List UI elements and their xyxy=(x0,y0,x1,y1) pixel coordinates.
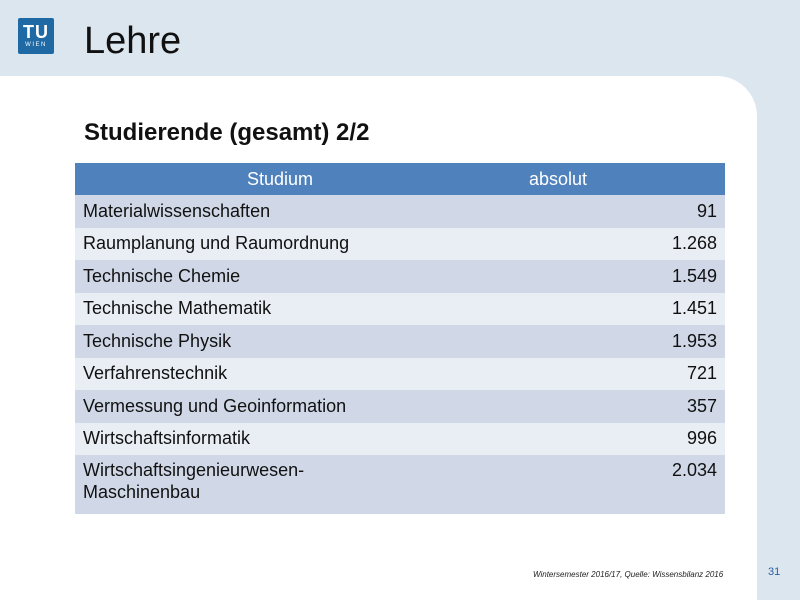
count-cell: 2.034 xyxy=(485,455,725,514)
table-row xyxy=(75,390,725,423)
table-row xyxy=(75,260,725,293)
table-header-row xyxy=(75,163,725,195)
study-name-cell: Vermessung und Geoinformation xyxy=(75,390,485,423)
column-header-studium: Studium xyxy=(75,163,485,195)
table-row xyxy=(75,228,725,261)
table-row xyxy=(75,325,725,358)
study-name-cell: Verfahrenstechnik xyxy=(75,358,485,391)
study-name-cell: Wirtschaftsinformatik xyxy=(75,423,485,456)
page-title: Lehre xyxy=(84,20,182,62)
count-cell: 1.953 xyxy=(485,325,725,358)
table-row xyxy=(75,455,725,514)
count-cell: 357 xyxy=(485,390,725,423)
count-cell: 1.451 xyxy=(485,293,725,326)
logo-tu-text: TU xyxy=(23,22,49,42)
study-name-cell: Technische Chemie xyxy=(75,260,485,293)
study-name-cell: Technische Physik xyxy=(75,325,485,358)
page-number: 31 xyxy=(768,566,781,578)
count-cell: 996 xyxy=(485,423,725,456)
study-name-cell: Raumplanung und Raumordnung xyxy=(75,228,485,261)
table-row xyxy=(75,358,725,391)
source-footnote: Wintersemester 2016/17, Quelle: Wissensbilanz 2016 xyxy=(533,570,724,579)
count-cell: 1.268 xyxy=(485,228,725,261)
column-header-absolut: absolut xyxy=(485,163,725,195)
study-name-cell: Technische Mathematik xyxy=(75,293,485,326)
count-cell: 91 xyxy=(485,195,725,228)
logo-wien-text: WIEN xyxy=(25,42,47,48)
count-cell: 721 xyxy=(485,358,725,391)
study-name-cell: Materialwissenschaften xyxy=(75,195,485,228)
table-row xyxy=(75,195,725,228)
count-cell: 1.549 xyxy=(485,260,725,293)
tu-wien-logo xyxy=(18,18,54,54)
table-row xyxy=(75,293,725,326)
slide-subtitle: Studierende (gesamt) 2/2 xyxy=(84,119,370,146)
table-row xyxy=(75,423,725,456)
study-name-cell: Wirtschaftsingenieurwesen- Maschinenbau xyxy=(75,455,485,514)
students-table xyxy=(75,163,725,514)
